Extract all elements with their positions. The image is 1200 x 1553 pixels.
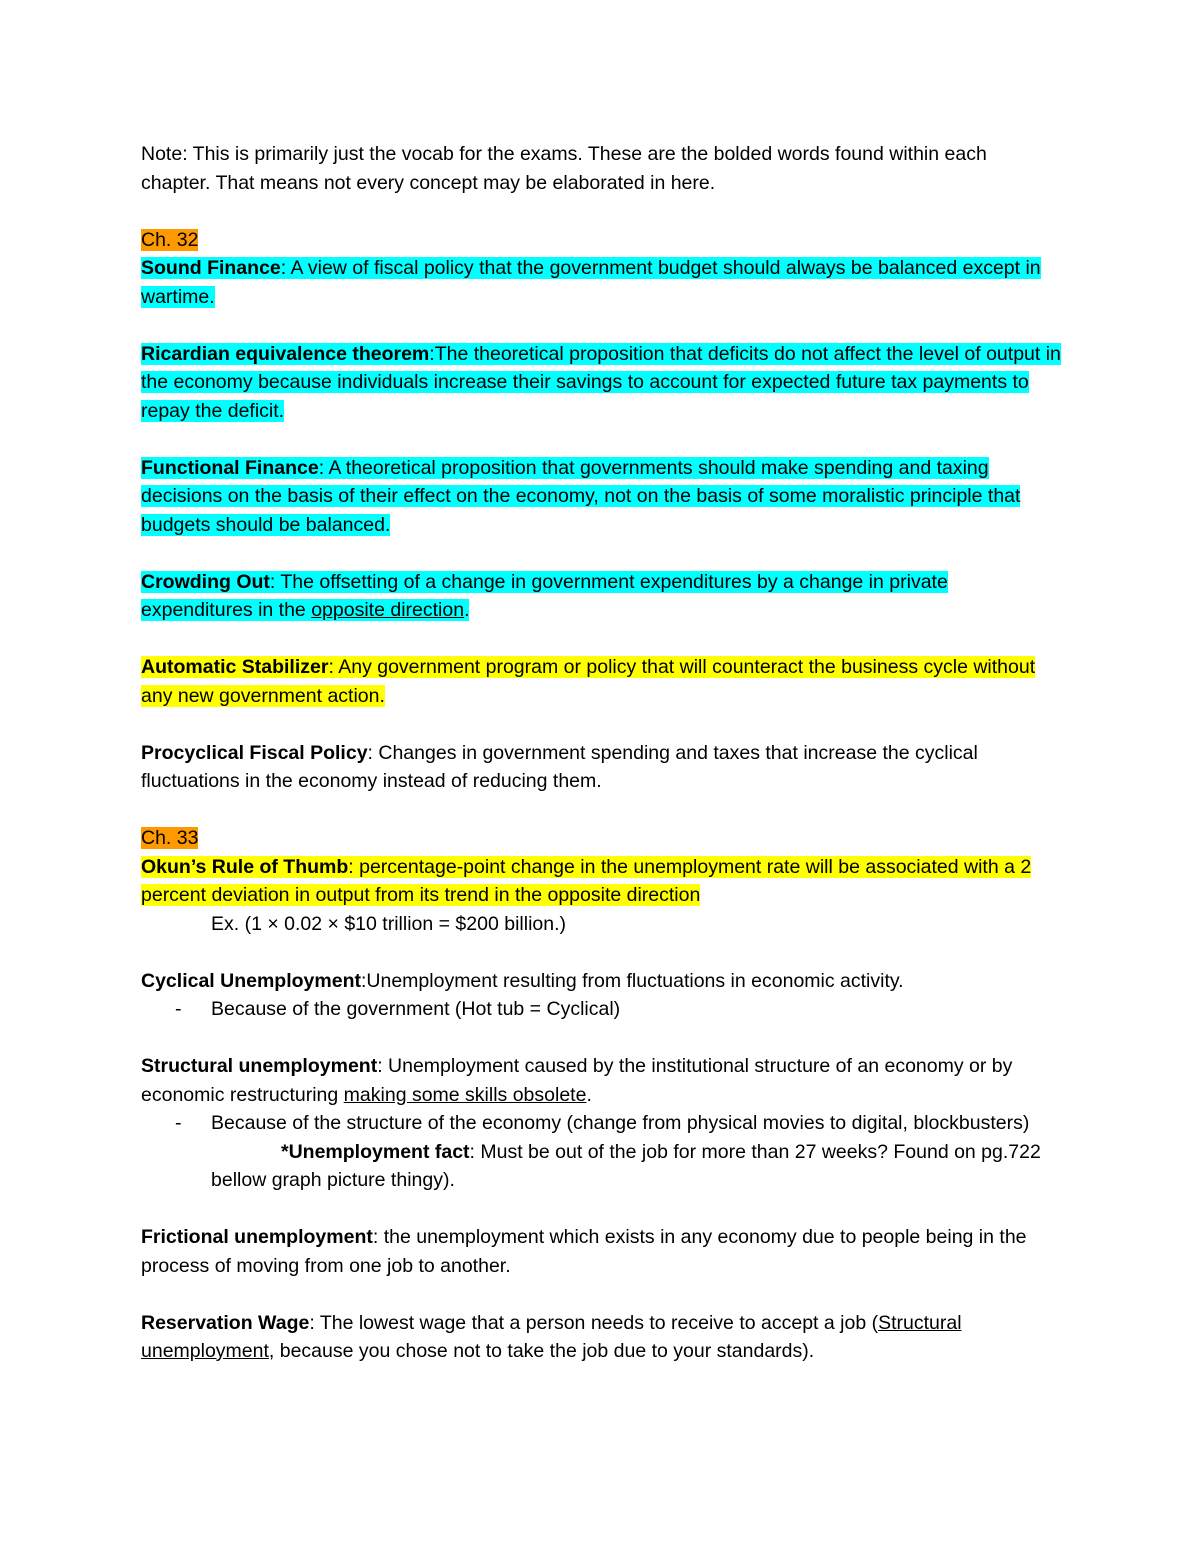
highlighted-definition <box>141 571 948 622</box>
highlighted-definition <box>141 257 1041 308</box>
chapter-heading-label: Ch. 33 <box>141 827 199 849</box>
entry-ricardian-equivalence <box>141 340 1061 426</box>
entry-automatic-stabilizer <box>141 653 1061 710</box>
fact-definition: : Must be out of the job for more than 27 weeks? Found on pg.722 bellow graph picture thingy). <box>211 1140 1041 1191</box>
term: Automatic Stabilizer <box>141 656 329 678</box>
underlined-phrase: opposite direction <box>311 599 465 621</box>
term: Functional Finance <box>141 456 319 479</box>
list-item-text: Because of the government (Hot tub = Cyclical) <box>211 998 621 1020</box>
spacer <box>141 938 1061 967</box>
definition: : the unemployment which exists in any economy due to people being in the process of moving from one job to another. <box>141 1226 1027 1277</box>
term: Ricardian equivalence theorem <box>141 342 430 365</box>
definition-end: . <box>586 1083 592 1106</box>
list-item-text: Because of the structure of the economy (change from physical movies to digital, blockbusters) <box>211 1112 1030 1134</box>
chapter-heading-32 <box>141 226 1061 255</box>
entry-cyclical-unemployment <box>141 967 1061 996</box>
underlined-phrase: Structural unemployment <box>141 1311 962 1362</box>
list-item <box>141 1109 1061 1138</box>
definition: :Unemployment resulting from fluctuations in economic activity. <box>360 969 904 992</box>
unemployment-fact <box>141 1138 1061 1195</box>
entry-reservation-wage <box>141 1309 1061 1366</box>
document-page <box>141 140 1061 1366</box>
note-paragraph <box>141 140 1061 197</box>
definition: : Changes in government spending and taxes that increase the cyclical fluctuations in the economy instead of reducing them. <box>141 741 978 792</box>
spacer <box>141 311 1061 340</box>
entry-frictional-unemployment <box>141 1223 1061 1280</box>
entry-crowding-out <box>141 568 1061 625</box>
spacer <box>141 425 1061 454</box>
spacer <box>141 1280 1061 1309</box>
definition: : A theoretical proposition that governments should make spending and taxing decisions on the basis of their effect on the economy, not on the basis of some moralistic principle that budgets should be balanced. <box>141 456 1021 536</box>
term: Okun’s Rule of Thumb <box>141 855 349 878</box>
example-text: Ex. (1 × 0.02 × $10 trillion = $200 billion.) <box>211 912 567 935</box>
highlighted-definition <box>141 856 1031 907</box>
term: Crowding Out <box>141 570 270 593</box>
bullet-dash: - <box>175 1112 182 1134</box>
entry-structural-unemployment <box>141 1052 1061 1109</box>
term: Frictional unemployment <box>141 1226 373 1248</box>
definition: : The offsetting of a change in government expenditures by a change in private expenditures in the <box>141 570 948 621</box>
spacer <box>141 1024 1061 1053</box>
term: Cyclical Unemployment <box>141 969 361 992</box>
definition-end: . <box>464 599 470 621</box>
spacer <box>141 625 1061 654</box>
entry-functional-finance <box>141 454 1061 540</box>
spacer <box>141 539 1061 568</box>
underlined-phrase: making some skills obsolete <box>343 1083 587 1106</box>
term: Structural unemployment <box>141 1055 378 1077</box>
list-item <box>141 995 1061 1024</box>
spacer <box>141 1195 1061 1224</box>
term: Sound Finance <box>141 257 281 279</box>
okun-example <box>141 910 1061 939</box>
spacer <box>141 796 1061 825</box>
entry-sound-finance <box>141 254 1061 311</box>
definition: : percentage-point change in the unemployment rate will be associated with a 2 percent deviation in output from its trend in the opposite direction <box>141 855 1032 906</box>
spacer <box>141 710 1061 739</box>
highlighted-definition <box>141 457 1020 536</box>
definition: : Unemployment caused by the institutional structure of an economy or by economic restructuring <box>141 1055 1013 1106</box>
term: Reservation Wage <box>141 1311 310 1334</box>
definition: : The lowest wage that a person needs to receive to accept a job ( <box>309 1311 879 1334</box>
definition: : Any government program or policy that will counteract the business cycle without any new government action. <box>141 656 1036 707</box>
definition-end: , because you chose not to take the job due to your standards). <box>268 1340 815 1362</box>
highlighted-definition <box>141 656 1035 707</box>
chapter-heading-33 <box>141 824 1061 853</box>
highlighted-definition <box>141 343 1061 422</box>
fact-term: *Unemployment fact <box>281 1140 470 1163</box>
definition: :The theoretical proposition that deficits do not affect the level of output in the economy because individuals increase their savings to account for expected future tax payments to repay the deficit. <box>141 342 1061 422</box>
term: Procyclical Fiscal Policy <box>141 741 368 764</box>
entry-okuns-rule <box>141 853 1061 910</box>
chapter-heading-label: Ch. 32 <box>141 228 199 251</box>
spacer <box>141 197 1061 226</box>
entry-procyclical-fiscal-policy <box>141 739 1061 796</box>
definition: : A view of fiscal policy that the government budget should always be balanced except in wartime. <box>141 257 1041 308</box>
bullet-dash: - <box>175 998 182 1020</box>
note-text: Note: This is primarily just the vocab for the exams. These are the bolded words found within each chapter. That means not every concept may be elaborated in here. <box>141 143 987 194</box>
